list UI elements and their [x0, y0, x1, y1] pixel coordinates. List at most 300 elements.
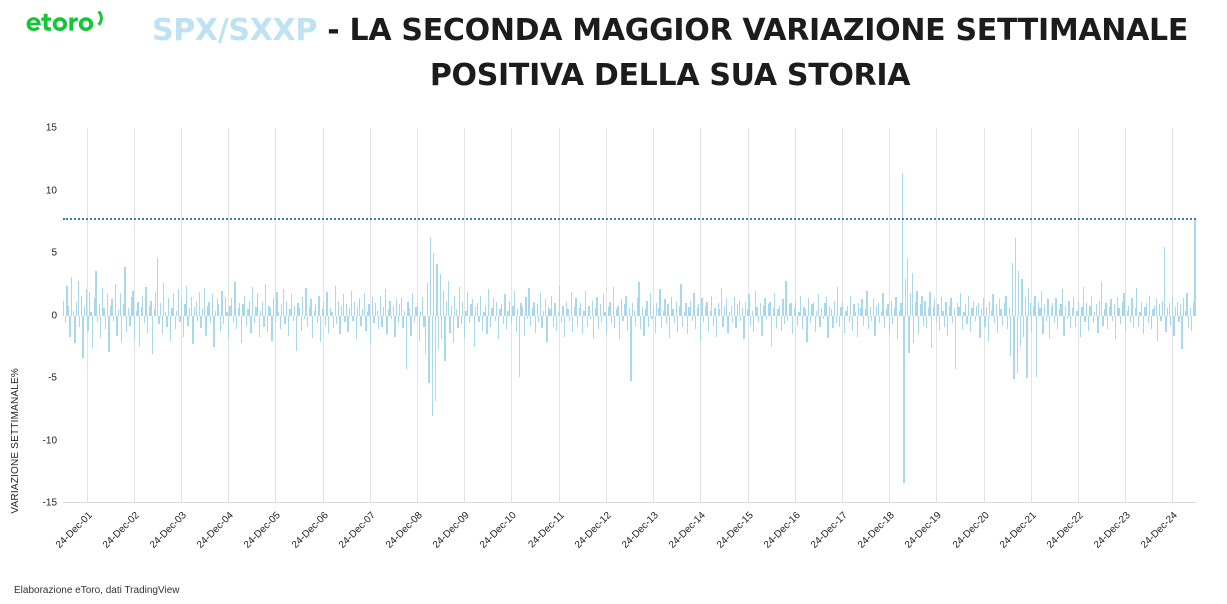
bar: [81, 296, 82, 316]
bar: [698, 304, 699, 315]
bar: [690, 301, 691, 316]
bar: [1005, 296, 1006, 316]
y-axis-label: VARIAZIONE SETTIMANALE%: [10, 368, 21, 514]
bar: [347, 316, 348, 332]
bar: [472, 299, 473, 315]
bar: [918, 316, 919, 335]
bar: [244, 296, 245, 316]
bar: [1186, 293, 1187, 316]
bar: [1031, 316, 1032, 332]
x-tick-label: 24-Dec-19: [902, 510, 944, 551]
bar: [659, 289, 660, 315]
bar: [433, 253, 434, 316]
bar: [693, 293, 694, 316]
x-tick-label: 24-Dec-04: [194, 510, 236, 551]
bar: [396, 299, 397, 315]
bar: [648, 316, 649, 327]
bar: [305, 288, 306, 316]
bar: [892, 316, 893, 325]
bar: [498, 316, 499, 340]
bar: [221, 291, 222, 316]
bar: [168, 298, 169, 316]
bar: [556, 316, 557, 331]
bar: [781, 316, 782, 331]
bar: [270, 308, 271, 316]
x-tick-label: 24-Dec-11: [526, 510, 567, 551]
bar: [150, 301, 151, 316]
x-tick-label: 24-Dec-16: [761, 510, 803, 551]
bar: [82, 316, 83, 359]
bar: [490, 316, 491, 327]
bar: [847, 306, 848, 316]
bar: [619, 316, 620, 340]
bar: [874, 316, 875, 336]
bar: [1107, 316, 1108, 330]
x-tick-label: 24-Dec-18: [855, 510, 897, 551]
bar: [776, 316, 777, 329]
bar: [756, 307, 757, 316]
bar: [196, 301, 197, 316]
bar: [908, 316, 909, 354]
bar: [144, 316, 145, 324]
x-tick-label: 24-Dec-20: [950, 510, 992, 551]
bar: [1020, 316, 1021, 346]
bar: [1084, 316, 1085, 322]
bar: [944, 316, 945, 327]
bar: [99, 304, 100, 315]
bar: [764, 298, 765, 316]
bar: [69, 316, 70, 337]
bar: [111, 299, 112, 315]
bar: [346, 304, 347, 315]
bar: [596, 297, 597, 316]
bar: [250, 316, 251, 334]
bar: [554, 303, 555, 316]
bar: [1120, 316, 1121, 325]
bar: [792, 316, 793, 335]
bar: [280, 316, 281, 330]
bar: [740, 316, 741, 321]
bar: [997, 316, 998, 334]
bar: [750, 316, 751, 326]
bar: [1046, 316, 1047, 321]
bar: [116, 316, 117, 336]
bar: [782, 299, 783, 315]
bar: [448, 281, 449, 316]
bar: [325, 316, 326, 326]
bar: [1143, 316, 1144, 335]
bar: [706, 302, 707, 316]
bar: [593, 316, 594, 339]
bar: [63, 301, 64, 316]
bar: [427, 283, 428, 316]
bar: [771, 316, 772, 346]
bar: [939, 316, 940, 331]
bar: [175, 316, 176, 330]
bar: [318, 296, 319, 316]
bar: [336, 316, 337, 325]
bar: [352, 316, 353, 321]
bar: [380, 296, 381, 316]
bar: [173, 293, 174, 316]
bar: [370, 316, 371, 345]
bar: [895, 297, 896, 316]
bar: [667, 304, 668, 315]
bar: [142, 296, 143, 316]
bar: [546, 316, 547, 342]
bar: [1123, 293, 1124, 316]
x-tick-label: 24-Dec-09: [430, 510, 472, 551]
bar: [889, 316, 890, 332]
bar: [160, 303, 161, 316]
bar: [372, 297, 373, 316]
bar: [402, 316, 403, 329]
bar: [87, 316, 88, 331]
bar: [514, 291, 515, 316]
bar: [1177, 302, 1178, 316]
bar: [1018, 271, 1019, 316]
bar: [871, 316, 872, 321]
bar: [304, 316, 305, 320]
bar: [617, 306, 618, 316]
bar: [218, 304, 219, 315]
bar: [1067, 316, 1068, 320]
bar: [1083, 287, 1084, 316]
bar: [687, 316, 688, 335]
bar: [241, 316, 242, 344]
bar: [343, 294, 344, 315]
bar: [926, 316, 927, 329]
bar: [1181, 316, 1182, 350]
bar: [988, 316, 989, 341]
bar: [827, 316, 828, 339]
bar: [823, 316, 824, 320]
bar: [1034, 296, 1035, 316]
bar: [1075, 316, 1076, 327]
bar: [259, 316, 260, 337]
bar: [519, 316, 520, 377]
bar: [1115, 316, 1116, 340]
bar: [134, 316, 135, 340]
bar: [422, 297, 423, 316]
x-tick-label: 24-Dec-12: [572, 510, 614, 551]
bar: [1007, 316, 1008, 330]
bar: [234, 282, 235, 316]
bar: [1190, 308, 1191, 316]
bar: [166, 316, 167, 327]
bar: [837, 287, 838, 316]
bar: [1057, 316, 1058, 330]
bar: [676, 302, 677, 316]
bar: [1165, 316, 1166, 332]
bar: [590, 316, 591, 320]
bar: [952, 316, 953, 324]
bar: [1093, 316, 1094, 324]
bar: [162, 316, 163, 335]
bar: [677, 316, 678, 332]
bar: [115, 284, 116, 315]
bar: [467, 292, 468, 316]
bar: [966, 316, 967, 325]
bar: [65, 316, 66, 324]
bar: [664, 299, 665, 315]
bar: [638, 282, 639, 316]
source-note: Elaborazione eToro, dati TradingView: [14, 585, 180, 596]
bar: [1118, 308, 1119, 316]
bar: [600, 304, 601, 315]
bar: [701, 298, 702, 316]
bar: [790, 303, 791, 316]
bar: [601, 316, 602, 322]
bar: [480, 296, 481, 316]
bar: [469, 316, 470, 324]
bar: [236, 316, 237, 330]
bar: [978, 303, 979, 316]
bar: [394, 316, 395, 337]
bar: [1172, 297, 1173, 316]
bar: [239, 303, 240, 316]
bar: [121, 316, 122, 342]
bar: [868, 316, 869, 330]
bar: [994, 316, 995, 324]
bar: [430, 237, 431, 316]
bar: [929, 292, 930, 316]
bar: [800, 296, 801, 316]
bar: [457, 316, 458, 329]
bar: [425, 316, 426, 355]
bar: [821, 308, 822, 316]
bar: [627, 316, 628, 331]
bar: [622, 316, 623, 321]
bar: [97, 316, 98, 322]
bar: [284, 316, 285, 325]
bar: [753, 316, 754, 332]
bar: [524, 316, 525, 336]
bar: [1180, 304, 1181, 315]
bar: [1160, 316, 1161, 321]
bar: [152, 316, 153, 355]
bar: [1010, 316, 1011, 356]
bar: [577, 316, 578, 326]
bar: [1105, 303, 1106, 316]
bar: [501, 304, 502, 315]
bar: [844, 316, 845, 334]
bar: [496, 302, 497, 316]
x-axis-line: [63, 502, 1196, 503]
bar: [1173, 316, 1174, 336]
bar: [850, 296, 851, 316]
bar: [947, 316, 948, 336]
bar: [503, 316, 504, 325]
bar: [766, 316, 767, 320]
bar: [1096, 304, 1097, 315]
bar: [722, 316, 723, 327]
bar: [113, 316, 114, 321]
bar: [569, 316, 570, 321]
bar: [1055, 298, 1056, 316]
y-tick-label: -5: [48, 372, 57, 384]
bar: [979, 316, 980, 339]
bar: [727, 316, 728, 334]
bar: [685, 303, 686, 316]
bar: [992, 294, 993, 315]
bar: [68, 306, 69, 316]
bar: [1151, 316, 1152, 330]
bar: [923, 316, 924, 326]
bar: [680, 284, 681, 315]
bar: [682, 316, 683, 327]
bar: [459, 287, 460, 316]
bar: [212, 294, 213, 315]
bar: [810, 316, 811, 324]
bar: [124, 267, 125, 316]
bar: [907, 258, 908, 316]
bar: [832, 316, 833, 329]
page-title: [140, 8, 1200, 98]
title-line-1: [140, 8, 1200, 53]
bar: [100, 316, 101, 339]
bar: [1136, 288, 1137, 316]
bar: [381, 316, 382, 327]
bar: [802, 316, 803, 330]
bar: [625, 296, 626, 316]
bar: [385, 289, 386, 315]
bar: [1141, 302, 1142, 316]
bar: [1023, 316, 1024, 337]
bar: [210, 316, 211, 324]
bar: [79, 316, 80, 327]
bar: [784, 316, 785, 325]
bar: [339, 316, 340, 335]
bar: [609, 302, 610, 316]
bar: [428, 316, 429, 384]
bar: [613, 287, 614, 316]
bar: [562, 306, 563, 316]
bar: [126, 316, 127, 332]
bar: [432, 316, 433, 416]
bar: [748, 294, 749, 315]
bar: [296, 316, 297, 351]
x-tick-label: 24-Dec-02: [100, 510, 142, 551]
bar: [364, 293, 365, 316]
bar: [1164, 247, 1165, 316]
bar: [1169, 303, 1170, 316]
bar: [553, 316, 554, 327]
chart-container: [0, 118, 1227, 604]
x-tick-label: 24-Dec-17: [808, 510, 850, 551]
bar: [795, 301, 796, 316]
bar: [474, 316, 475, 347]
x-tick-label: 24-Dec-21: [997, 510, 1039, 551]
bar: [1128, 306, 1129, 316]
x-tick-label: 24-Dec-01: [53, 510, 95, 551]
x-tick-label: 24-Dec-15: [714, 510, 756, 551]
bar: [443, 291, 444, 316]
bar: [323, 302, 324, 316]
bar: [516, 316, 517, 332]
bar: [950, 298, 951, 316]
bar: [393, 306, 394, 316]
bar: [86, 289, 87, 315]
bar: [530, 316, 531, 326]
bar: [887, 304, 888, 315]
bar: [1112, 316, 1113, 321]
y-tick-label: 5: [51, 247, 57, 259]
bar: [137, 302, 138, 316]
bar: [713, 316, 714, 326]
bar: [1025, 297, 1026, 316]
bar: [650, 293, 651, 316]
bar: [1149, 296, 1150, 316]
bar: [312, 316, 313, 339]
bar: [891, 301, 892, 316]
bar: [1091, 296, 1092, 316]
bar: [493, 298, 494, 316]
bar: [1002, 316, 1003, 326]
bar: [254, 316, 255, 324]
bar: [317, 316, 318, 324]
etoro-logo: [26, 11, 122, 37]
bar: [774, 293, 775, 316]
bar: [1012, 263, 1013, 316]
bar: [968, 296, 969, 316]
bar: [965, 304, 966, 315]
bar: [970, 316, 971, 332]
bar: [451, 306, 452, 316]
bar: [1026, 316, 1027, 379]
bar: [1078, 302, 1079, 316]
bar: [417, 303, 418, 316]
x-tick-label: 24-Dec-24: [1138, 510, 1180, 551]
x-tick-label: 24-Dec-22: [1044, 510, 1086, 551]
bar: [453, 316, 454, 344]
bar: [902, 173, 903, 316]
x-tick-label: 24-Dec-07: [336, 510, 378, 551]
bar: [107, 294, 108, 315]
bar: [223, 316, 224, 325]
bar: [436, 264, 437, 315]
bar: [870, 307, 871, 316]
bar: [78, 281, 79, 316]
bar: [228, 316, 229, 340]
bar: [996, 304, 997, 315]
bar: [410, 316, 411, 336]
title-rest: - LA SECONDA MAGGIOR VARIAZIONE SETTIMANALE: [317, 13, 1189, 48]
bar: [960, 293, 961, 316]
x-tick-label: 24-Dec-03: [147, 510, 189, 551]
bar: [945, 302, 946, 316]
bar: [1194, 218, 1195, 316]
bar: [440, 274, 441, 315]
bar: [401, 298, 402, 316]
bar: [661, 316, 662, 329]
bar: [1102, 316, 1103, 326]
bar: [1156, 299, 1157, 315]
bar: [984, 316, 985, 327]
bar: [808, 298, 809, 316]
bar: [389, 301, 390, 316]
bar: [441, 316, 442, 340]
bar: [703, 316, 704, 322]
bar: [351, 291, 352, 316]
bar: [273, 298, 274, 316]
threshold-line: [63, 218, 1196, 220]
bar: [1030, 303, 1031, 316]
bar: [310, 299, 311, 315]
bar: [1065, 306, 1066, 316]
bar: [861, 299, 862, 315]
bar: [265, 284, 266, 315]
